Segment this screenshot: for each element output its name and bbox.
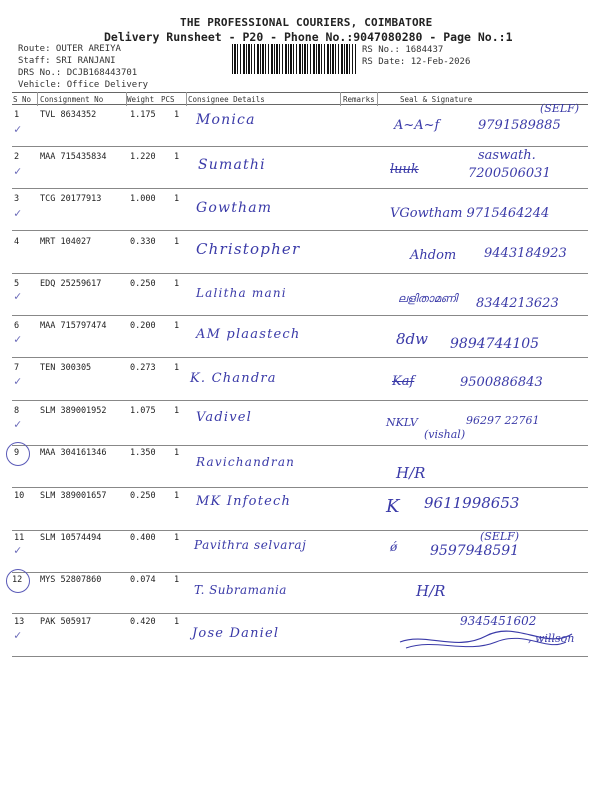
row-rule <box>12 273 588 274</box>
row-sno: 5 <box>14 279 20 289</box>
row-pcs: 1 <box>174 406 180 416</box>
signature-scribble: Ahdom <box>410 248 457 263</box>
row-consignment: MAA 715435834 <box>40 152 107 162</box>
row-consignee: T. Subramania <box>194 583 287 597</box>
row-signature: VGowtham 9715464244 <box>390 206 550 221</box>
row-signature: H/R <box>416 582 446 600</box>
row-consignment: MAA 715797474 <box>40 321 107 331</box>
signature-scribble: 8dw <box>396 330 428 348</box>
row-rule <box>12 146 588 147</box>
row-signature: 9894744105 <box>450 336 540 352</box>
row-sno: 8 <box>14 406 20 416</box>
signature-scribble: ǿ <box>390 540 398 554</box>
row-pcs: 1 <box>174 279 180 289</box>
row-sno: 12 <box>12 575 23 585</box>
row-weight: 1.175 <box>130 110 156 120</box>
row-rule <box>12 400 588 401</box>
row-extra-note: , willson <box>528 632 575 645</box>
row-weight: 0.074 <box>130 575 156 585</box>
row-consignment: TCG 20177913 <box>40 194 102 204</box>
row-signature: 7200506031 <box>468 166 551 181</box>
row-rule <box>12 572 588 573</box>
row-pcs: 1 <box>174 152 180 162</box>
row-sno: 6 <box>14 321 20 331</box>
row-rule <box>12 230 588 231</box>
row-weight: 0.273 <box>130 363 156 373</box>
row-sno: 2 <box>14 152 20 162</box>
row-weight: 0.250 <box>130 279 156 289</box>
row-consignee: Christopher <box>196 240 301 258</box>
row-pcs: 1 <box>174 448 180 458</box>
row-signature: 9443184923 <box>484 246 567 261</box>
row-consignment: MAA 304161346 <box>40 448 107 458</box>
row-consignee: MK Infotech <box>196 494 292 509</box>
row-consignment: TVL 8634352 <box>40 110 97 120</box>
row-consignee: AM plaastech <box>196 327 301 342</box>
col-divider <box>377 92 378 106</box>
check-mark-icon: ✓ <box>14 122 22 136</box>
row-signature: 96297 22761 <box>466 414 540 427</box>
col-divider <box>340 92 341 106</box>
row-pcs: 1 <box>174 533 180 543</box>
row-sno: 3 <box>14 194 20 204</box>
row-rule <box>12 656 588 657</box>
row-weight: 1.000 <box>130 194 156 204</box>
row-weight: 1.075 <box>130 406 156 416</box>
check-mark-icon: ✓ <box>14 417 22 431</box>
check-mark-icon: ✓ <box>14 543 22 557</box>
row-pcs: 1 <box>174 110 180 120</box>
row-rule <box>12 445 588 446</box>
row-weight: 0.330 <box>130 237 156 247</box>
row-sno: 13 <box>14 617 25 627</box>
signature-scribble: luuk <box>390 162 419 177</box>
rs-date: RS Date: 12-Feb-2026 <box>362 57 471 67</box>
signature-scribble: A~A~f <box>394 118 440 133</box>
row-pcs: 1 <box>174 237 180 247</box>
check-mark-icon: ✓ <box>14 374 22 388</box>
col-pcs: PCS <box>161 95 175 104</box>
col-seal-signature: Seal & Signature <box>400 95 473 104</box>
row-pcs: 1 <box>174 363 180 373</box>
row-consignee: K. Chandra <box>190 371 277 386</box>
row-signature: 9597948591 <box>430 543 520 559</box>
row-sno: 11 <box>14 533 25 543</box>
barcode <box>232 44 356 74</box>
row-signature: 9791589885 <box>478 118 561 133</box>
row-rule <box>12 315 588 316</box>
row-consignee: Ravichandran <box>196 455 296 469</box>
route-label: Route: OUTER AREIYA <box>18 44 121 54</box>
row-signature: 9500886843 <box>460 375 543 390</box>
header-bottom-rule <box>12 104 588 105</box>
row-consignment: MRT 104027 <box>40 237 92 247</box>
row-weight: 1.220 <box>130 152 156 162</box>
row-rule <box>12 188 588 189</box>
col-divider <box>186 92 187 106</box>
row-weight: 0.400 <box>130 533 156 543</box>
row-sno: 1 <box>14 110 20 120</box>
col-weight: Weight <box>127 95 155 104</box>
row-extra-note: saswath. <box>478 148 536 163</box>
row-consignment: TEN 300305 <box>40 363 92 373</box>
row-weight: 1.350 <box>130 448 156 458</box>
col-consignment: Consignment No <box>40 95 104 104</box>
rs-number: RS No.: 1684437 <box>362 45 444 55</box>
row-signature: 8344213623 <box>476 296 559 311</box>
staff-label: Staff: SRI RANJANI <box>18 56 116 66</box>
row-pcs: 1 <box>174 321 180 331</box>
check-mark-icon: ✓ <box>14 164 22 178</box>
row-pcs: 1 <box>174 575 180 585</box>
row-consignment: SLM 389001952 <box>40 406 107 416</box>
row-consignment: PAK 505917 <box>40 617 92 627</box>
row-pcs: 1 <box>174 194 180 204</box>
signature-scribble: ലളിതാമണി <box>398 292 458 305</box>
row-rule <box>12 487 588 488</box>
col-divider <box>37 92 38 106</box>
row-sno: 4 <box>14 237 20 247</box>
row-consignee: Sumathi <box>198 157 266 173</box>
row-consignee: Pavithra selvaraj <box>194 538 307 552</box>
row-sno: 9 <box>14 448 20 458</box>
row-sno: 7 <box>14 363 20 373</box>
row-consignment: SLM 389001657 <box>40 491 107 501</box>
header-top-rule <box>12 92 588 93</box>
row-consignee: Vadivel <box>196 410 253 425</box>
row-weight: 0.200 <box>130 321 156 331</box>
row-consignee: Gowtham <box>196 200 273 216</box>
row-extra-note: (vishal) <box>424 428 466 441</box>
row-rule <box>12 357 588 358</box>
row-consignee: Monica <box>196 112 256 128</box>
row-sno: 10 <box>14 491 25 501</box>
row-extra-note: (SELF) <box>540 102 580 115</box>
signature-scribble: Kaf <box>392 374 415 389</box>
row-pcs: 1 <box>174 491 180 501</box>
col-remarks: Remarks <box>343 95 375 104</box>
row-weight: 0.420 <box>130 617 156 627</box>
row-consignee: Jose Daniel <box>192 626 280 641</box>
row-weight: 0.250 <box>130 491 156 501</box>
col-consignee: Consignee Details <box>188 95 265 104</box>
vehicle-label: Vehicle: Office Delivery <box>18 80 149 90</box>
drs-label: DRS No.: DCJB168443701 <box>18 68 138 78</box>
row-signature: 9345451602 <box>460 614 537 628</box>
row-consignee: Lalitha mani <box>196 286 287 300</box>
col-sno: S No <box>13 95 32 104</box>
signature-scribble: NKLV <box>386 416 418 429</box>
row-pcs: 1 <box>174 617 180 627</box>
row-consignment: MYS 52807860 <box>40 575 102 585</box>
check-mark-icon: ✓ <box>14 206 22 220</box>
row-signature: 9611998653 <box>424 494 520 512</box>
row-extra-note: (SELF) <box>480 530 520 543</box>
check-mark-icon: ✓ <box>14 332 22 346</box>
row-signature: H/R <box>396 464 426 482</box>
check-mark-icon: ✓ <box>14 628 22 642</box>
signature-scribble: K <box>386 496 400 517</box>
row-consignment: EDQ 25259617 <box>40 279 102 289</box>
runsheet-subtitle: Delivery Runsheet - P20 - Phone No.:9047080280 - Page No.:1 <box>104 30 513 44</box>
check-mark-icon: ✓ <box>14 289 22 303</box>
company-title: THE PROFESSIONAL COURIERS, COIMBATORE <box>180 16 433 29</box>
row-consignment: SLM 10574494 <box>40 533 102 543</box>
